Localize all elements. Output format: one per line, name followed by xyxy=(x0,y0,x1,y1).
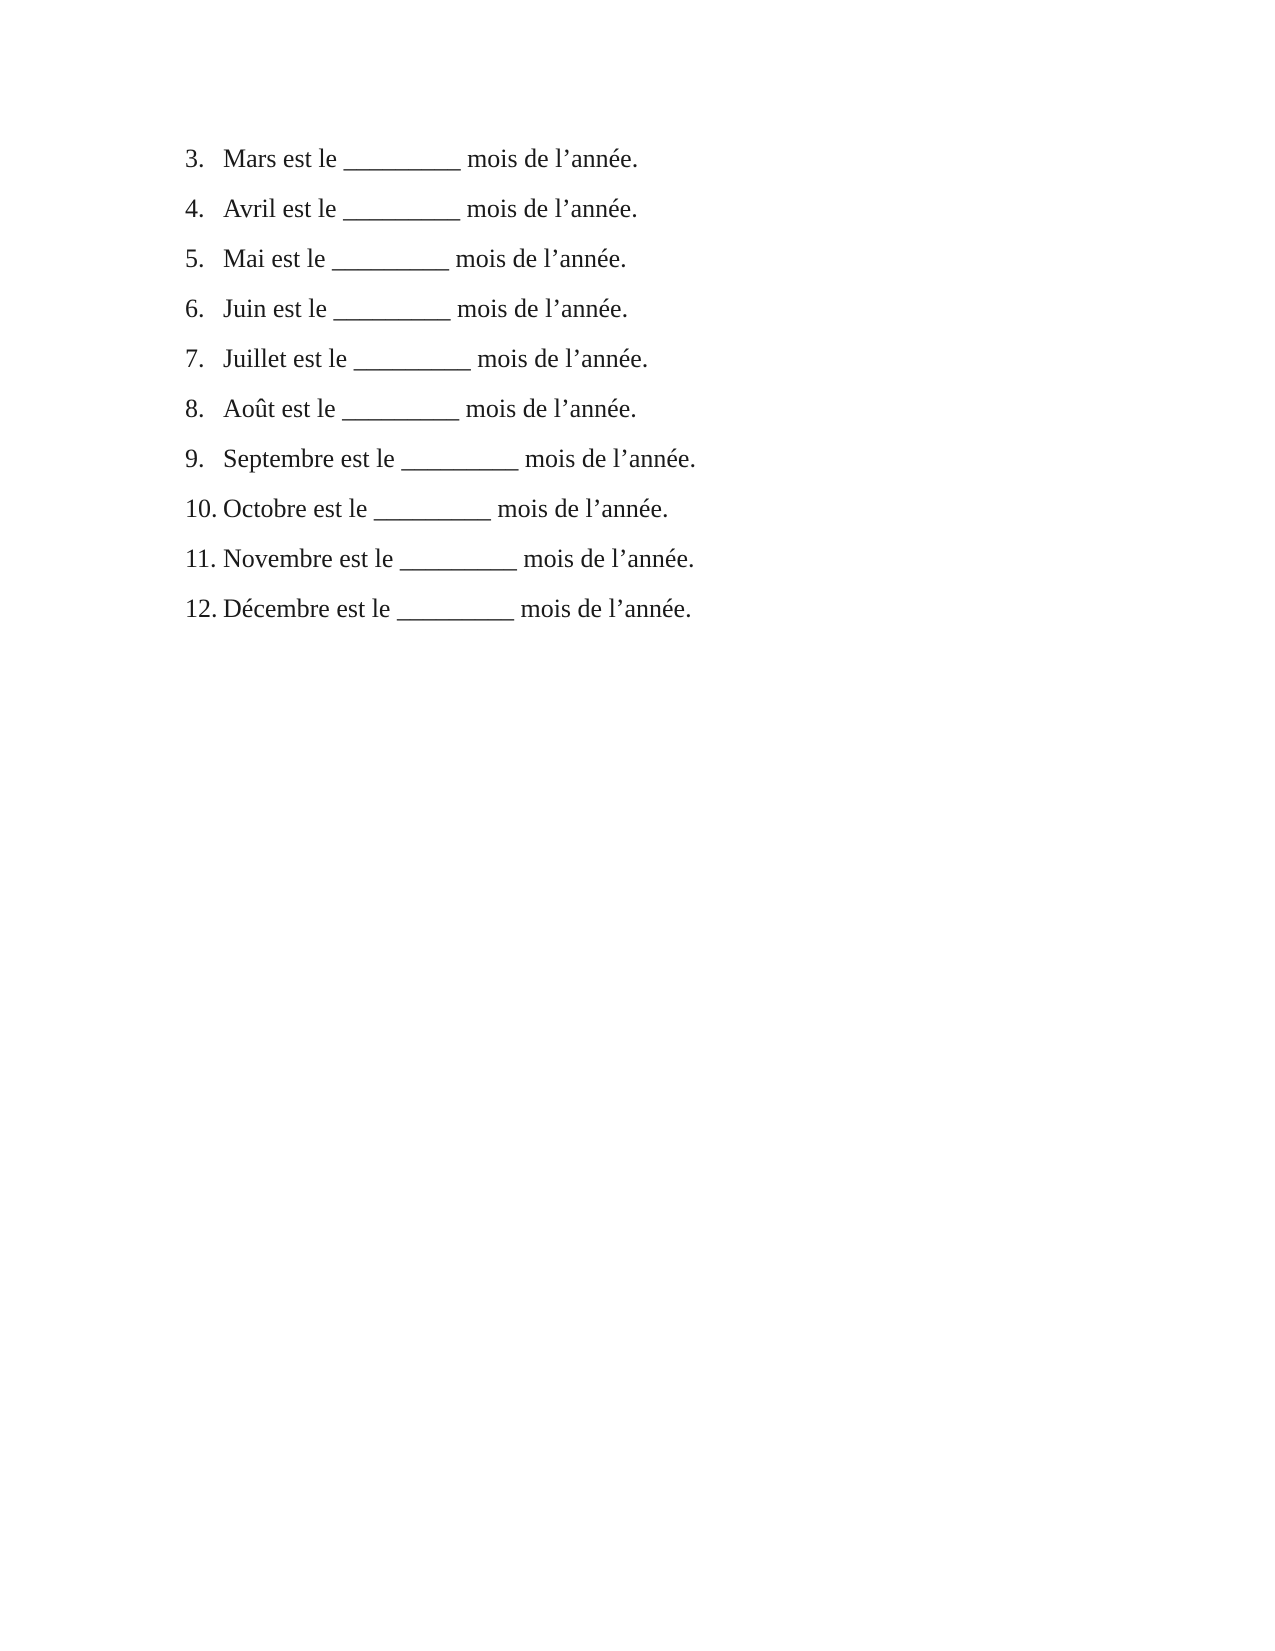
list-item xyxy=(185,494,696,544)
item-number: 6. xyxy=(185,294,205,323)
item-sentence: Mars est le _________ mois de l’année. xyxy=(223,144,639,173)
list-item xyxy=(185,294,696,344)
list-item xyxy=(185,394,696,444)
item-sentence: Avril est le _________ mois de l’année. xyxy=(223,194,638,223)
item-sentence: Décembre est le _________ mois de l’année. xyxy=(223,594,692,623)
item-sentence: Septembre est le _________ mois de l’année. xyxy=(223,444,696,473)
item-number: 3. xyxy=(185,144,205,173)
list-item xyxy=(185,444,696,494)
item-sentence: Août est le _________ mois de l’année. xyxy=(223,394,637,423)
item-number: 9. xyxy=(185,444,205,473)
item-sentence: Mai est le _________ mois de l’année. xyxy=(223,244,627,273)
list-item xyxy=(185,194,696,244)
item-sentence: Juin est le _________ mois de l’année. xyxy=(223,294,629,323)
item-number: 12. xyxy=(185,594,218,623)
item-number: 11. xyxy=(185,544,217,573)
list-item xyxy=(185,244,696,294)
list-item xyxy=(185,594,696,644)
item-number: 8. xyxy=(185,394,205,423)
item-sentence: Novembre est le _________ mois de l’année. xyxy=(223,544,695,573)
item-number: 4. xyxy=(185,194,205,223)
item-number: 10. xyxy=(185,494,218,523)
item-sentence: Juillet est le _________ mois de l’année. xyxy=(223,344,649,373)
item-number: 5. xyxy=(185,244,205,273)
item-sentence: Octobre est le _________ mois de l’année. xyxy=(223,494,669,523)
item-number: 7. xyxy=(185,344,205,373)
exercise-list xyxy=(185,144,696,644)
list-item xyxy=(185,344,696,394)
list-item xyxy=(185,144,696,194)
list-item xyxy=(185,544,696,594)
